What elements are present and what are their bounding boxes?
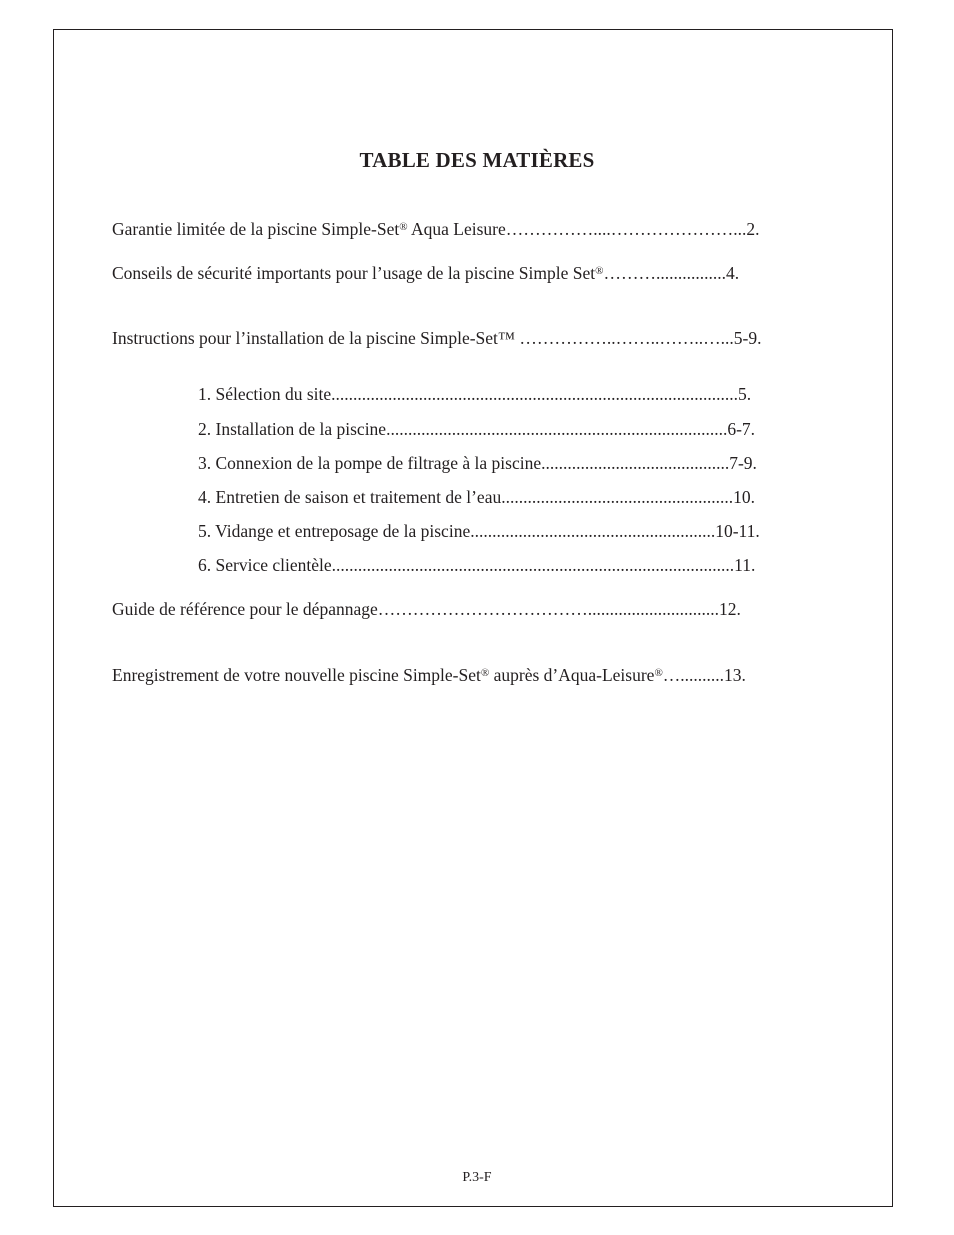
toc-entry-troubleshooting: Guide de référence pour le dépannage………………………………..............................12. xyxy=(112,599,741,619)
page-number: P.3-F xyxy=(462,1170,492,1185)
toc-subentry-draining-storage: 5. Vidange et entreposage de la piscine........................................................10-11. xyxy=(198,521,760,541)
toc-subentry-pool-installation: 2. Installation de la piscine..............................................................................6-7. xyxy=(198,419,756,439)
toc-entry-registration: Enregistrement de votre nouvelle piscine Simple-Set® auprès d’Aqua-Leisure®…..........13. xyxy=(112,665,746,685)
toc-subentry-pump-connection: 3. Connexion de la pompe de filtrage à la piscine...........................................7-9. xyxy=(198,453,757,473)
toc-entry-safety: Conseils de sécurité importants pour l’usage de la piscine Simple Set®………................4. xyxy=(112,263,740,283)
toc-subentry-site-selection: 1. Sélection du site.............................................................................................5. xyxy=(198,384,752,404)
toc-entry-installation-instructions: Instructions pour l’installation de la piscine Simple-Set™ ……………..……..……..…...5-9. xyxy=(112,328,762,348)
toc-entry-warranty: Garantie limitée de la piscine Simple-Set® Aqua Leisure……………....…………………...2. xyxy=(112,219,760,239)
toc-subentry-customer-service: 6. Service clientèle............................................................................................11. xyxy=(198,555,756,575)
page-title: TABLE DES MATIÈRES xyxy=(359,148,595,172)
toc-subentry-seasonal-maintenance: 4. Entretien de saison et traitement de l’eau.....................................................10. xyxy=(198,487,755,507)
